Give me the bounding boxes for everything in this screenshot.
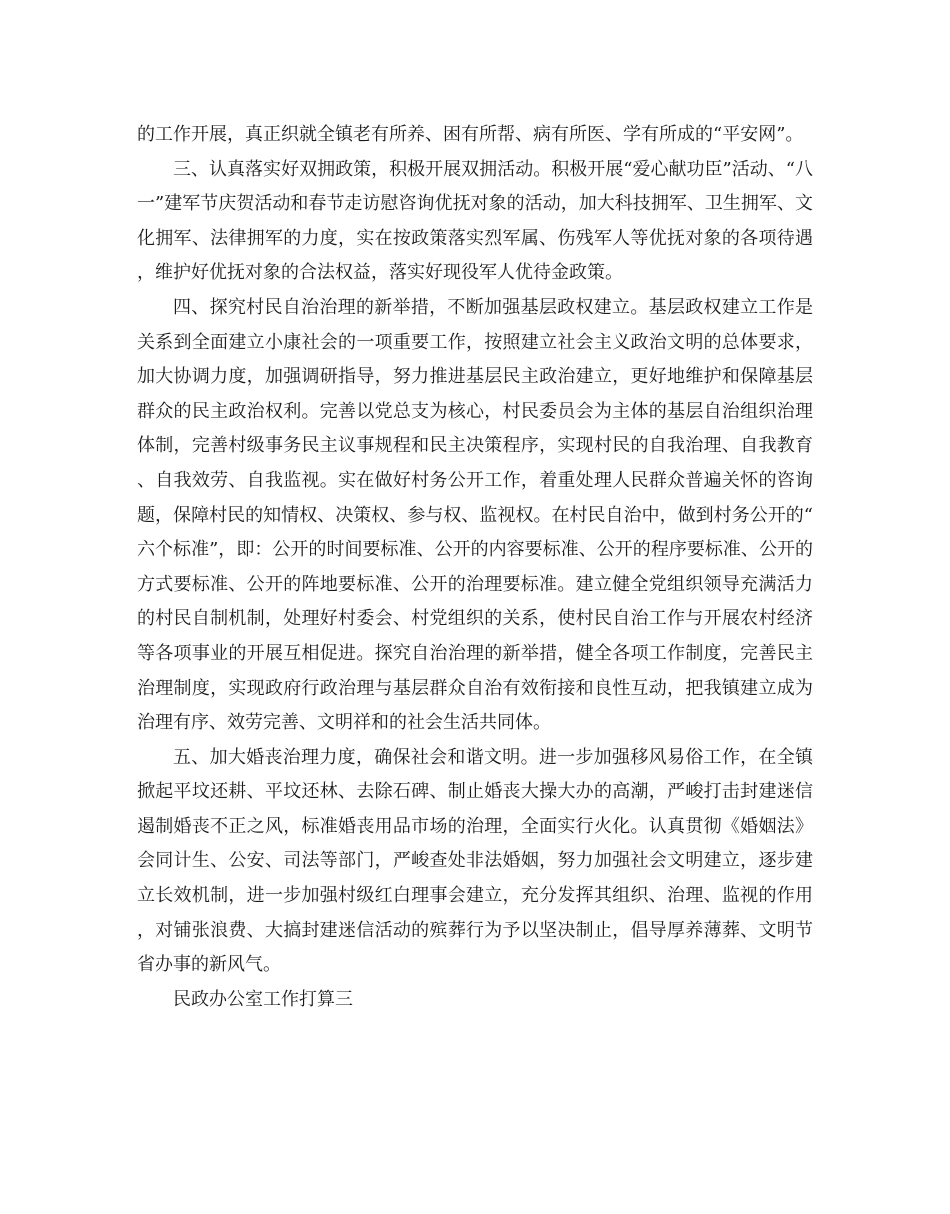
paragraph-funeral-management: 五、加大婚丧治理力度，确保社会和谐文明。进一步加强移风易俗工作，在全镇掀起平坟还耕、平坟还林、去除石碑、制止婚丧大操大办的高潮，严峻打击封建迷信遏制婚丧不正之风，标准婚丧用品市场的治理，全面实行火化。认真贯彻《婚姻法》会同计生、公安、司法等部门，严峻查处非法婚姻，努力加强社会文明建立，逐步建立长效机制，进一步加强村级红白理事会建立，充分发挥其组织、治理、监视的作用，对铺张浪费、大搞封建迷信活动的殡葬行为予以坚决制止，倡导厚养薄葬、文明节省办事的新风气。 [137, 746, 813, 976]
paragraph-village-autonomy: 四、探究村民自治治理的新举措，不断加强基层政权建立。基层政权建立工作是关系到全面建立小康社会的一项重要工作，按照建立社会主义政治文明的总体要求，加大协调力度，加强调研指导，努力推进基层民主政治建立，更好地维护和保障基层群众的民主政治权利。完善以党总支为核心，村民委员会为主体的基层自治组织治理体制，完善村级事务民主议事规程和民主决策程序，实现村民的自我治理、自我教育、自我效劳、自我监视。实在做好村务公开工作，着重处理人民群众普遍关怀的咨询题，保障村民的知情权、决策权、参与权、监视权。在村民自治中，做到村务公开的“六个标准”，即：公开的时间要标准、公开的内容要标准、公开的程序要标准、公开的方式要标准、公开的阵地要标准、公开的治理要标准。建立健全党组织领导充满活力的村民自制机制，处理好村委会、村党组织的关系，使村民自治工作与开展农村经济等各项事业的开展互相促进。探究自治治理的新举措，健全各项工作制度，完善民主治理制度，实现政府行政治理与基层群众自治有效衔接和良性互动，把我镇建立成为治理有序、效劳完善、文明祥和的社会生活共同体。 [137, 296, 813, 734]
document-body [137, 118, 813, 1017]
section-heading: 民政办公室工作打算三 [173, 988, 353, 1010]
paragraph-continuation: 的工作开展，真正织就全镇老有所养、困有所帮、病有所医、学有所成的“平安网”。 [137, 124, 804, 145]
paragraph-support-army: 三、认真落实好双拥政策，积极开展双拥活动。积极开展“爱心献功臣”活动、“八一”建军节庆贺活动和春节走访慰咨询优抚对象的活动，加大科技拥军、卫生拥军、文化拥军、法律拥军的力度，实在按政策落实烈军属、伤残军人等优抚对象的各项待遇，维护好优抚对象的合法权益，落实好现役军人优待金政策。 [137, 158, 813, 284]
